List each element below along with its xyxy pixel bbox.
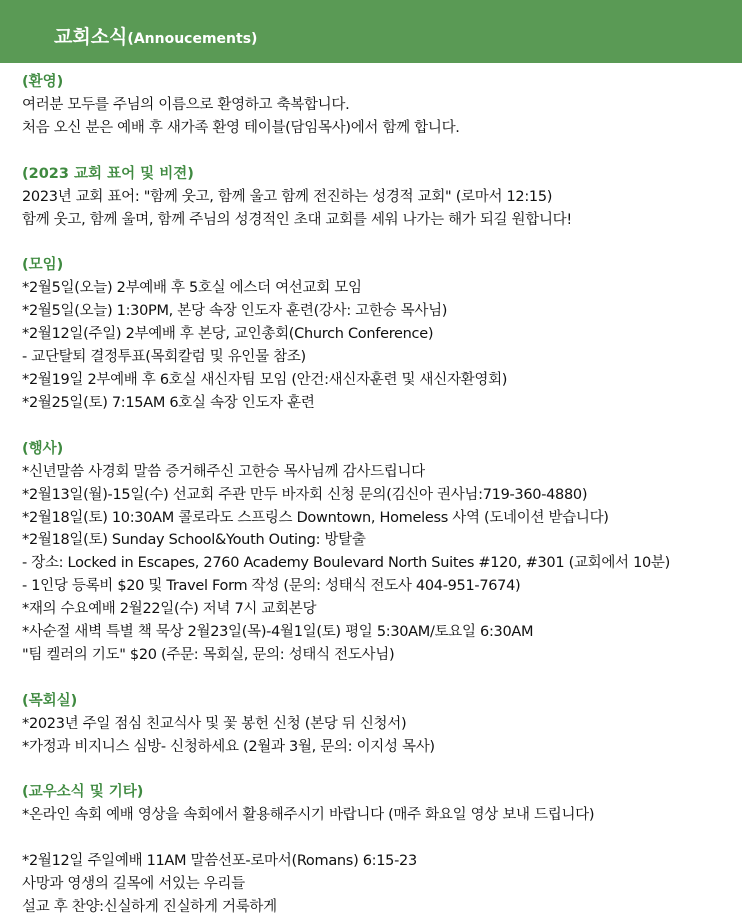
announcement-section: [22, 163, 734, 232]
announcement-line: 사망과 영생의 길목에 서있는 우리들: [22, 876, 245, 893]
header-bar: [0, 0, 742, 63]
announcement-line: *2월25일(토) 7:15AM 6호실 속장 인도자 훈련: [22, 394, 315, 411]
announcement-line: "팀 켈러의 기도" $20 (주문: 목회실, 문의: 성태식 전도사님): [22, 646, 395, 663]
announcement-section: [22, 254, 734, 414]
announcement-line: 처음 오신 분은 예배 후 새가족 환영 테이블(담임목사)에서 함께 합니다.: [22, 119, 460, 136]
announcement-line: *가정과 비지니스 심방- 신청하세요 (2월과 3월, 문의: 이지성 목사): [22, 738, 435, 755]
section-title: (행사): [22, 440, 64, 457]
announcement-line: *2월5일(오늘) 2부예배 후 5호실 에스더 여선교회 모임: [22, 280, 362, 297]
announcement-line: *2023년 주일 점심 친교식사 및 꽃 봉헌 신청 (본당 뒤 신청서): [22, 715, 407, 732]
announcement-line: *신년말씀 사경회 말씀 증거해주신 고한승 목사님께 감사드립니다: [22, 463, 425, 480]
section-title: (환영): [22, 74, 64, 90]
section-title: (목회실): [22, 692, 78, 709]
announcement-line: - 교단탈퇴 결정투표(목회칼럼 및 유인물 참조): [22, 349, 306, 366]
announcement-line: *2월13일(월)-15일(수) 선교회 주관 만두 바자회 신청 문의(김신아 권사님:719-360-4880): [22, 486, 588, 503]
announcement-line: 설교 후 찬양:신실하게 진실하게 거룩하게: [22, 899, 277, 916]
page-title-main: 교회소식: [54, 26, 128, 48]
announcement-section: [22, 781, 734, 919]
announcement-line: *온라인 속회 예배 영상을 속회에서 활용해주시기 바랍니다 (매주 화요일 영상 보내 드립니다): [22, 807, 595, 824]
blank-line: [22, 827, 734, 850]
page-title: [54, 22, 257, 49]
announcement-line: - 1인당 등록비 $20 및 Travel Form 작성 (문의: 성태식 전도사 404-951-7674): [22, 578, 521, 595]
announcement-section: [22, 438, 734, 667]
announcement-line: *사순절 새벽 특별 책 묵상 2월23일(목)-4월1일(토) 평일 5:30AM/토요일 6:30AM: [22, 624, 534, 641]
announcement-line: *재의 수요예배 2월22일(수) 저녁 7시 교회본당: [22, 601, 317, 618]
announcement-line: - 장소: Locked in Escapes, 2760 Academy Boulevard North Suites #120, #301 (교회에서 10분): [22, 555, 670, 572]
announcement-line: *2월19일 2부예배 후 6호실 새신자팀 모임 (안건:새신자훈련 및 새신자환영회): [22, 372, 508, 389]
announcement-line: 여러분 모두를 주님의 이름으로 환영하고 축복합니다.: [22, 97, 350, 113]
announcement-section: [22, 690, 734, 759]
announcement-line: *2월5일(오늘) 1:30PM, 본당 속장 인도자 훈련(강사: 고한승 목사님): [22, 303, 448, 320]
announcement-line: *2월12일 주일예배 11AM 말씀선포-로마서(Romans) 6:15-23: [22, 853, 417, 870]
section-title: (모임): [22, 257, 64, 274]
section-title: (2023 교회 표어 및 비젼): [22, 165, 194, 182]
page-title-sub: (Annoucements): [127, 31, 258, 47]
announcement-line: *2월18일(토) 10:30AM 콜로라도 스프링스 Downtown, Homeless 사역 (도네이션 받습니다): [22, 509, 609, 526]
section-title: (교우소식 및 기타): [22, 784, 144, 801]
announcement-line: *2월12일(주일) 2부예배 후 본당, 교인총회(Church Conference): [22, 326, 434, 343]
announcements-body: [22, 71, 734, 919]
announcement-line: 2023년 교회 표어: "함께 웃고, 함께 울고 함께 전진하는 성경적 교회" (로마서 12:15): [22, 188, 553, 205]
announcement-line: *2월18일(토) Sunday School&Youth Outing: 방탈출: [22, 532, 366, 549]
announcement-section: [22, 71, 734, 140]
announcement-line: 함께 웃고, 함께 울며, 함께 주님의 성경적인 초대 교회를 세워 나가는 해가 되길 원합니다!: [22, 211, 572, 228]
